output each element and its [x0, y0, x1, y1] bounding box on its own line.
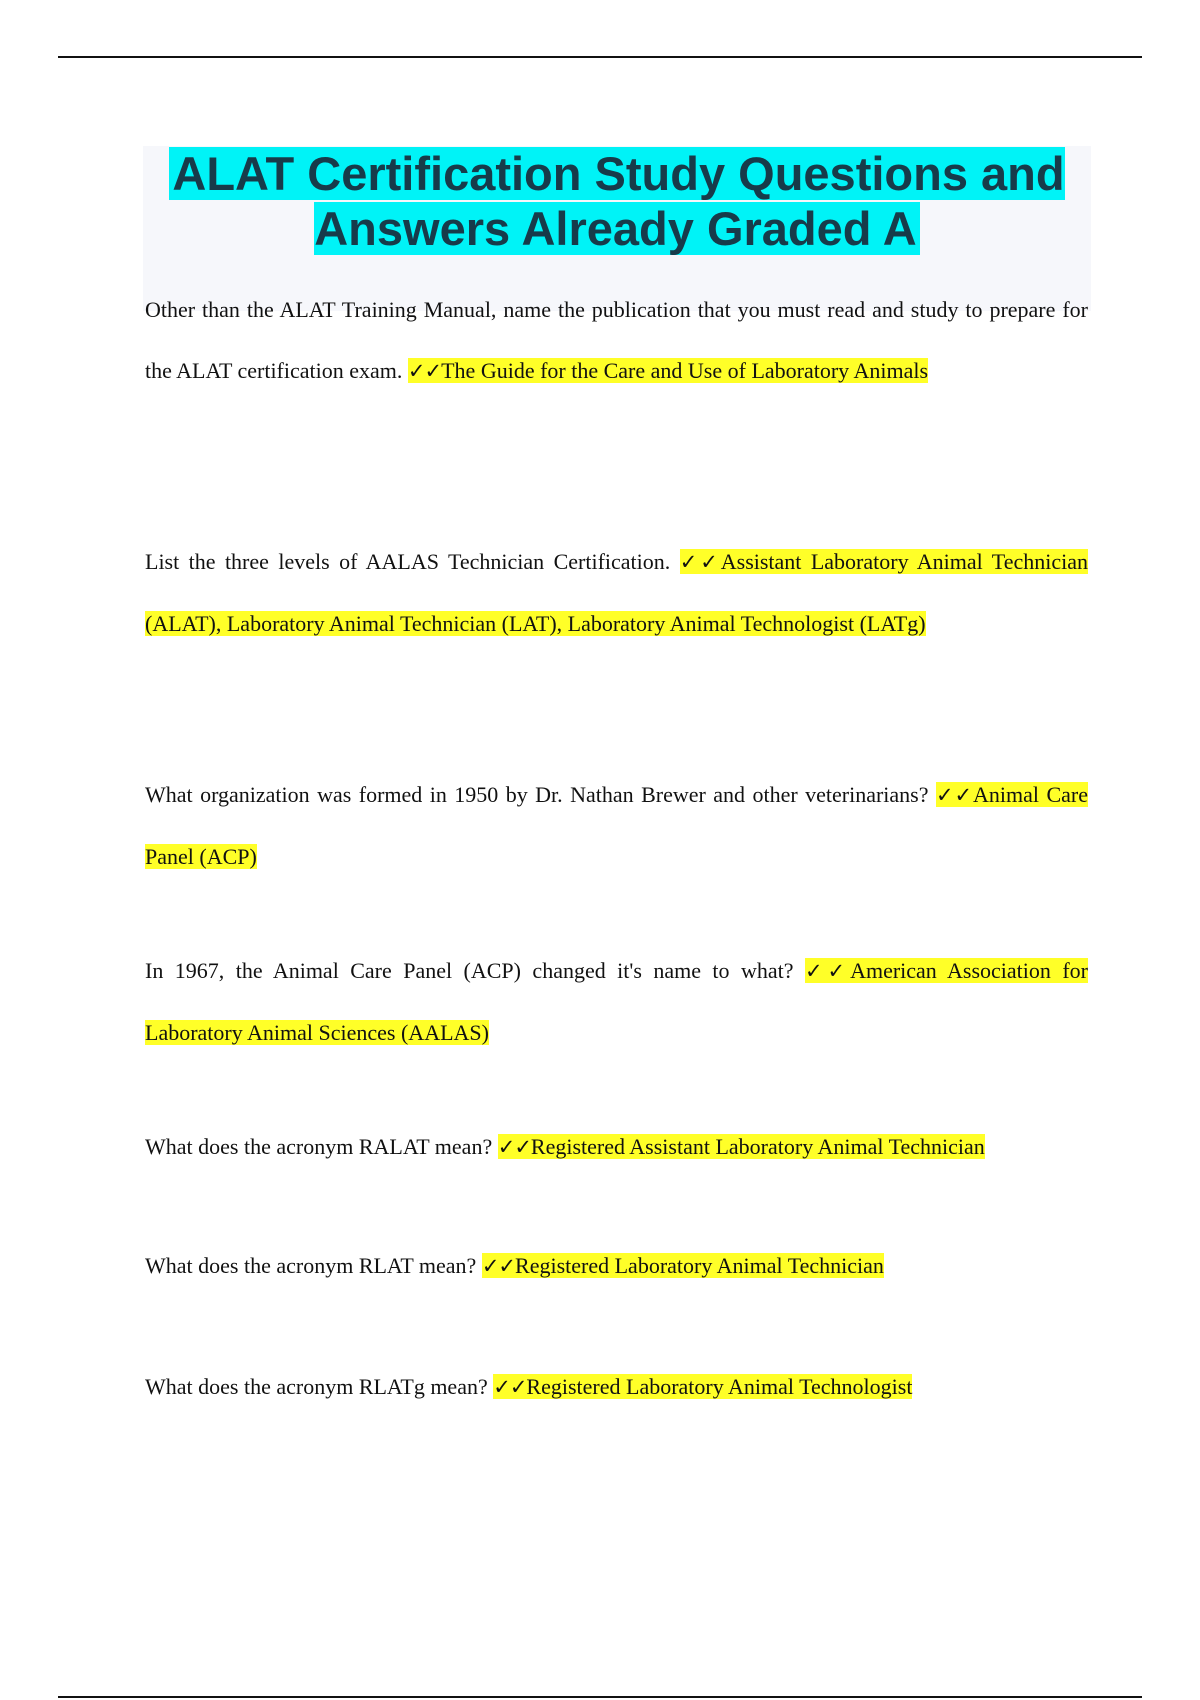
answer-text: Registered Laboratory Animal Technician	[515, 1253, 884, 1278]
question-text: Other than the ALAT Training Manual, name the publication that you must read and study to prepare for the ALAT certification exam.	[145, 297, 1088, 383]
page-title: ALAT Certification Study Questions and Answers Already Graded A	[143, 146, 1091, 256]
check-mark-icon: ✓✓	[493, 1375, 527, 1399]
answer-text: Registered Assistant Laboratory Animal Technician	[530, 1134, 985, 1159]
check-mark-icon: ✓✓	[497, 1135, 531, 1159]
qa-item-5	[145, 1116, 1088, 1178]
question-text: What organization was formed in 1950 by Dr. Nathan Brewer and other veterinarians?	[145, 782, 929, 807]
question-text: In 1967, the Animal Care Panel (ACP) changed it's name to what?	[145, 958, 794, 983]
question-text: What does the acronym RALAT mean?	[145, 1134, 493, 1159]
check-mark-icon: ✓✓	[679, 550, 721, 574]
question-text: List the three levels of AALAS Technician Certification.	[145, 549, 671, 574]
qa-item-3	[145, 764, 1088, 887]
qa-item-6	[145, 1235, 1088, 1297]
answer-text: American Association for Laboratory Animal Sciences (AALAS)	[145, 958, 1088, 1045]
answer-text: Assistant Laboratory Animal Technician (ALAT), Laboratory Animal Technician (LAT), Laboratory Animal Technologist (LATg)	[145, 549, 1088, 636]
question-text: What does the acronym RLAT mean?	[145, 1253, 477, 1278]
qa-item-1	[145, 279, 1088, 402]
bottom-rule	[58, 1696, 1142, 1698]
answer-highlight	[493, 1374, 912, 1399]
answer-text: Registered Laboratory Animal Technologist	[526, 1374, 913, 1399]
qa-item-4	[145, 940, 1088, 1063]
qa-item-2	[145, 531, 1088, 654]
check-mark-icon: ✓✓	[804, 959, 851, 983]
qa-item-7	[145, 1356, 1088, 1418]
answer-text: Animal Care Panel (ACP)	[145, 782, 1088, 869]
answer-text: The Guide for the Care and Use of Laboratory Animals	[441, 358, 929, 383]
question-text: What does the acronym RLATg mean?	[145, 1374, 488, 1399]
answer-highlight	[408, 358, 928, 383]
top-rule	[58, 56, 1142, 58]
answer-highlight	[482, 1253, 884, 1278]
check-mark-icon: ✓✓	[935, 783, 974, 807]
check-mark-icon: ✓✓	[481, 1254, 516, 1278]
check-mark-icon: ✓✓	[407, 359, 442, 383]
answer-highlight	[498, 1134, 985, 1159]
